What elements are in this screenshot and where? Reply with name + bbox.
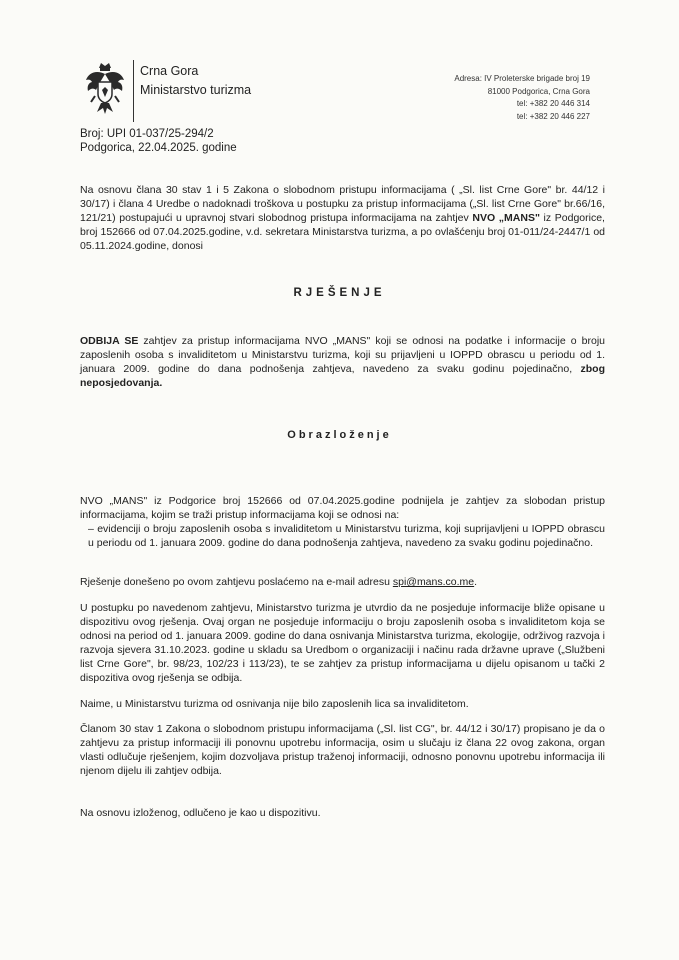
reasoning-title: Obrazloženje xyxy=(287,429,392,441)
reasoning-p5 xyxy=(80,722,605,778)
intro-applicant: NVO „MANS" xyxy=(472,212,540,224)
email-link[interactable]: spi@mans.co.me xyxy=(392,576,475,588)
reasoning-p1 xyxy=(80,494,605,550)
ministry-name: Ministarstvo turizma xyxy=(140,83,252,97)
intro-text-1: Na osnovu člana 30 stav 1 i 5 Zakona o slobodnom pristupu informacijama ( „Sl. list Crne Gore" br. 44/12 i 30/17) i člana 4 Uredbe o nadoknadi troškova u postupku za pristup informacijama („Sl. list Crne Gore" br.66/16, 121/21) postupajući u upravnoj stvari slobodnog pristupa informacijama na zahtjev xyxy=(80,184,605,224)
letterhead-divider xyxy=(133,60,134,122)
disposition-text: zahtjev za pristup informacijama NVO „MANS" koji se odnosi na podatke i informacije o broju zaposlenih osoba s invaliditetom u Ministarstvu turizma, koji su prijavljeni u IOPPD obrascu u periodu od 1. januara 2009. godine do dana podnošenja zahtjeva, navedeno za svaku godinu pojedinačno, xyxy=(80,335,605,375)
phone-line-2: tel: +382 20 446 227 xyxy=(516,111,590,121)
reasoning-p3 xyxy=(80,601,605,685)
reasoning-p1-item: – evidenciji o broju zaposlenih osoba s invaliditetom u Ministarstvu turizma, koji suprijavljeni u IOPPD obrascu u periodu od 1. januara 2009. godine do dana podnošenja zahtjeva, navedeno za svaku godinu pojedinačno. xyxy=(88,523,605,549)
reasoning-p6 xyxy=(80,806,605,820)
decision-title: RJEŠENJE xyxy=(293,287,386,299)
reasoning-p2-end: . xyxy=(474,576,478,588)
reference-block xyxy=(80,127,237,155)
disposition-paragraph xyxy=(80,334,605,390)
letterhead-contact xyxy=(420,73,590,123)
reasoning-p2 xyxy=(80,575,605,589)
letterhead-org xyxy=(140,62,251,100)
reference-number: Broj: UPI 01-037/25-294/2 xyxy=(80,128,214,140)
place-date: Podgorica, 22.04.2025. godine xyxy=(80,142,237,154)
reasoning-p1-text: NVO „MANS" iz Podgorice broj 152666 od 07.04.2025.godine podnijela je zahtjev za slobodan pristup informacijama, kojim se traži pristup informacijama koji se odnosi na: xyxy=(80,495,605,521)
reasoning-p4 xyxy=(80,697,605,711)
phone-line-1: tel: +382 20 446 314 xyxy=(516,99,590,109)
reasoning-p3-text: U postupku po navedenom zahtjevu, Ministarstvo turizma je utvrdio da ne posjeduje informacije bliže opisane u dispozitivu ovog rješenja. Ovaj organ ne posjeduje informaciju o broju zaposlenih osoba s invaliditetom koja se odnosi na period od 1. januara 2009. godine do dana osnivanja Ministarstva turizma, ekologije, održivog razvoja i razvoja sjevera 31.10.2023. godine u skladu sa Uredbom o organizaciji i načinu rada državne uprave („Službeni list Crne Gore", br. 98/23, 102/23 i 113/23), te se zahtjev za pristup informacijama u dijelu opisanom u tački 2 dispozitiva ovog rješenja se odbija. xyxy=(80,602,605,684)
city-line: 81000 Podgorica, Crna Gora xyxy=(487,86,590,96)
reasoning-p5-text: Članom 30 stav 1 Zakona o slobodnom pristupu informacijama („Sl. list CG", br. 44/12 i 30/17) propisano je da o zahtjevu za pristup informaciji ili ponovnu upotrebu informacija, osim u slučaju iz člana 22 ovog zakona, organ vlasti odlučuje rješenjem, kojim dozvoljava pristup traženoj informaciji, odnosno ponovnu upotrebu informacija ili njenom dijelu ili zahtjev odbija. xyxy=(80,723,605,777)
reasoning-p6-text: Na osnovu izloženog, odlučeno je kao u dispozitivu. xyxy=(80,807,321,819)
reasoning-p4-text: Naime, u Ministarstvu turizma od osnivanja nije bilo zaposlenih lica sa invaliditetom. xyxy=(80,698,469,710)
intro-paragraph xyxy=(80,183,605,253)
reasoning-p2-text: Rješenje donešeno po ovom zahtjevu poslaćemo na e-mail adresu xyxy=(80,576,393,588)
disposition-reason: zbog neposjedovanja. xyxy=(80,363,605,389)
address-line: Adresa: IV Proleterske brigade broj 19 xyxy=(454,74,590,83)
coat-of-arms-icon xyxy=(83,60,127,130)
disposition-verdict: ODBIJA SE xyxy=(80,335,139,347)
intro-text-2: iz Podgorice, broj 152666 od 07.04.2025.godine, v.d. sekretara Ministarstva turizma, a po ovlašćenju broj 01-011/24-2447/1 od 05.11.2024.godine, donosi xyxy=(80,212,605,252)
country-name: Crna Gora xyxy=(140,64,199,78)
